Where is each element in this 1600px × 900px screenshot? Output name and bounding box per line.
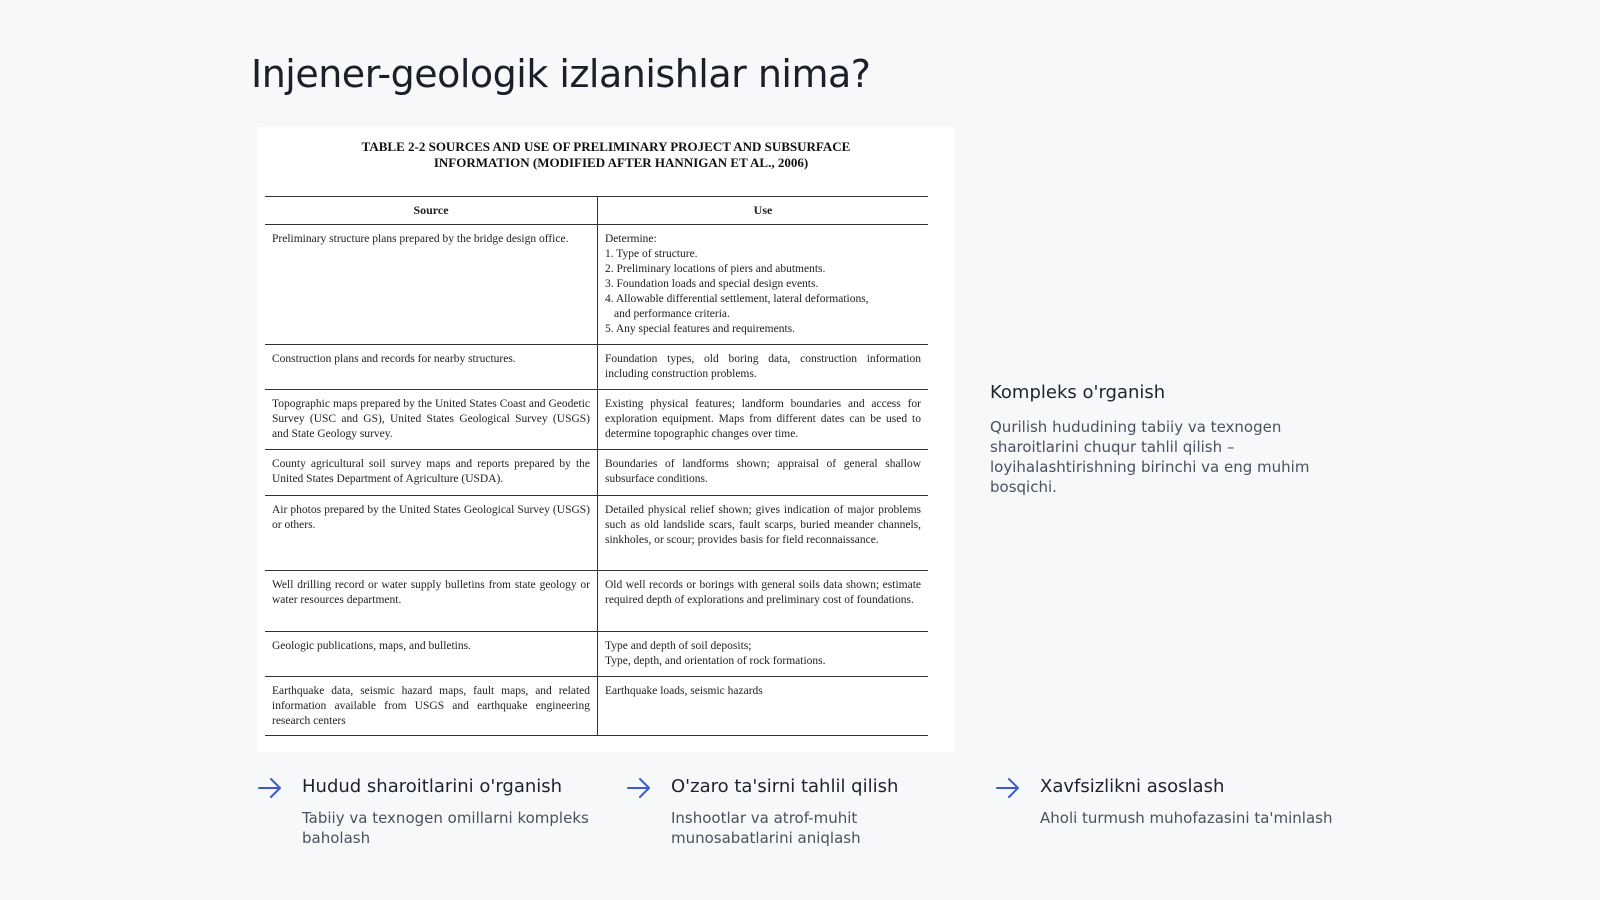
use-line: 1. Type of structure. — [605, 248, 698, 260]
table-caption — [257, 139, 955, 171]
table-cell-use — [598, 632, 929, 677]
table-cell-source: County agricultural soil survey maps and reports prepared by the United States Department of Agriculture (USDA). — [265, 450, 598, 496]
table-row — [265, 632, 928, 677]
use-line: Type and depth of soil deposits; — [605, 640, 752, 652]
table-cell-use: Foundation types, old boring data, construction information including construction problems. — [598, 345, 929, 390]
table-header-row — [265, 197, 928, 225]
column-header-use: Use — [598, 197, 929, 225]
feature-title: Hudud sharoitlarini o'rganish — [302, 776, 563, 797]
table-row — [265, 225, 928, 345]
side-text: Qurilish hududining tabiiy va texnogen sharoitlarini chuqur tahlil qilish – loyihalashtirishning birinchi va eng muhim bosqichi. — [990, 418, 1310, 496]
arrow-right-icon — [256, 774, 284, 802]
side-panel — [990, 382, 1320, 497]
table-row — [265, 571, 928, 632]
table-row — [265, 450, 928, 496]
table-row — [265, 496, 928, 571]
use-line: 3. Foundation loads and special design events. — [605, 278, 819, 290]
table-cell-source: Preliminary structure plans prepared by the bridge design office. — [265, 225, 598, 345]
table-cell-source: Well drilling record or water supply bulletins from state geology or water resources department. — [265, 571, 598, 632]
table-cell-source: Topographic maps prepared by the United States Coast and Geodetic Survey (USC and GS), United States Geological Survey (USGS) and State Geology survey. — [265, 390, 598, 450]
arrow-right-icon — [994, 774, 1022, 802]
table-row — [265, 345, 928, 390]
table-cell-source: Air photos prepared by the United States Geological Survey (USGS) or others. — [265, 496, 598, 571]
use-line: Type, depth, and orientation of rock formations. — [605, 655, 826, 667]
arrow-right-icon — [625, 774, 653, 802]
table-cell-use: Old well records or borings with general soils data shown; estimate required depth of explorations and preliminary cost of foundations. — [598, 571, 929, 632]
table-cell-use — [598, 225, 929, 345]
table-caption-line-2: INFORMATION (MODIFIED AFTER HANNIGAN ET AL., 2006) — [433, 155, 809, 170]
use-line: Determine: — [605, 233, 657, 245]
use-line: 2. Preliminary locations of piers and abutments. — [605, 263, 826, 275]
table-image-card — [257, 127, 955, 752]
feature-title: O'zaro ta'sirni tahlil qilish — [671, 776, 899, 797]
table-cell-use: Earthquake loads, seismic hazards — [598, 677, 929, 736]
side-heading: Kompleks o'rganish — [990, 382, 1166, 403]
table-cell-use: Detailed physical relief shown; gives indication of major problems such as old landslide scars, fault scarps, buried meander channels, sinkholes, or scour; provides basis for field reconnaissance. — [598, 496, 929, 571]
use-line: 5. Any special features and requirements. — [605, 323, 796, 335]
table-cell-use: Existing physical features; landform boundaries and access for exploration equipment. Maps from different dates can be used to determine topographic changes over time. — [598, 390, 929, 450]
table-cell-source: Geologic publications, maps, and bulletins. — [265, 632, 598, 677]
use-line: 4. Allowable differential settlement, lateral deformations, — [605, 293, 869, 305]
feature-description: Aholi turmush muhofazasini ta'minlash — [1040, 809, 1333, 827]
page-title: Injener-geologik izlanishlar nima? — [251, 52, 871, 96]
table-caption-line-1: TABLE 2-2 SOURCES AND USE OF PRELIMINARY PROJECT AND SUBSURFACE — [361, 139, 851, 154]
table-cell-use: Boundaries of landforms shown; appraisal of general shallow subsurface conditions. — [598, 450, 929, 496]
table-row — [265, 677, 928, 736]
feature-description: Inshootlar va atrof-muhit munosabatlarini aniqlash — [671, 809, 861, 847]
use-line: and performance criteria. — [614, 308, 730, 320]
feature-description: Tabiiy va texnogen omillarni kompleks baholash — [302, 809, 589, 847]
column-header-source: Source — [265, 197, 598, 225]
table-cell-source: Earthquake data, seismic hazard maps, fault maps, and related information available from USGS and earthquake engineering research centers — [265, 677, 598, 736]
sources-table — [265, 196, 928, 736]
table-row — [265, 390, 928, 450]
table-cell-source: Construction plans and records for nearby structures. — [265, 345, 598, 390]
feature-title: Xavfsizlikni asoslash — [1040, 776, 1225, 797]
